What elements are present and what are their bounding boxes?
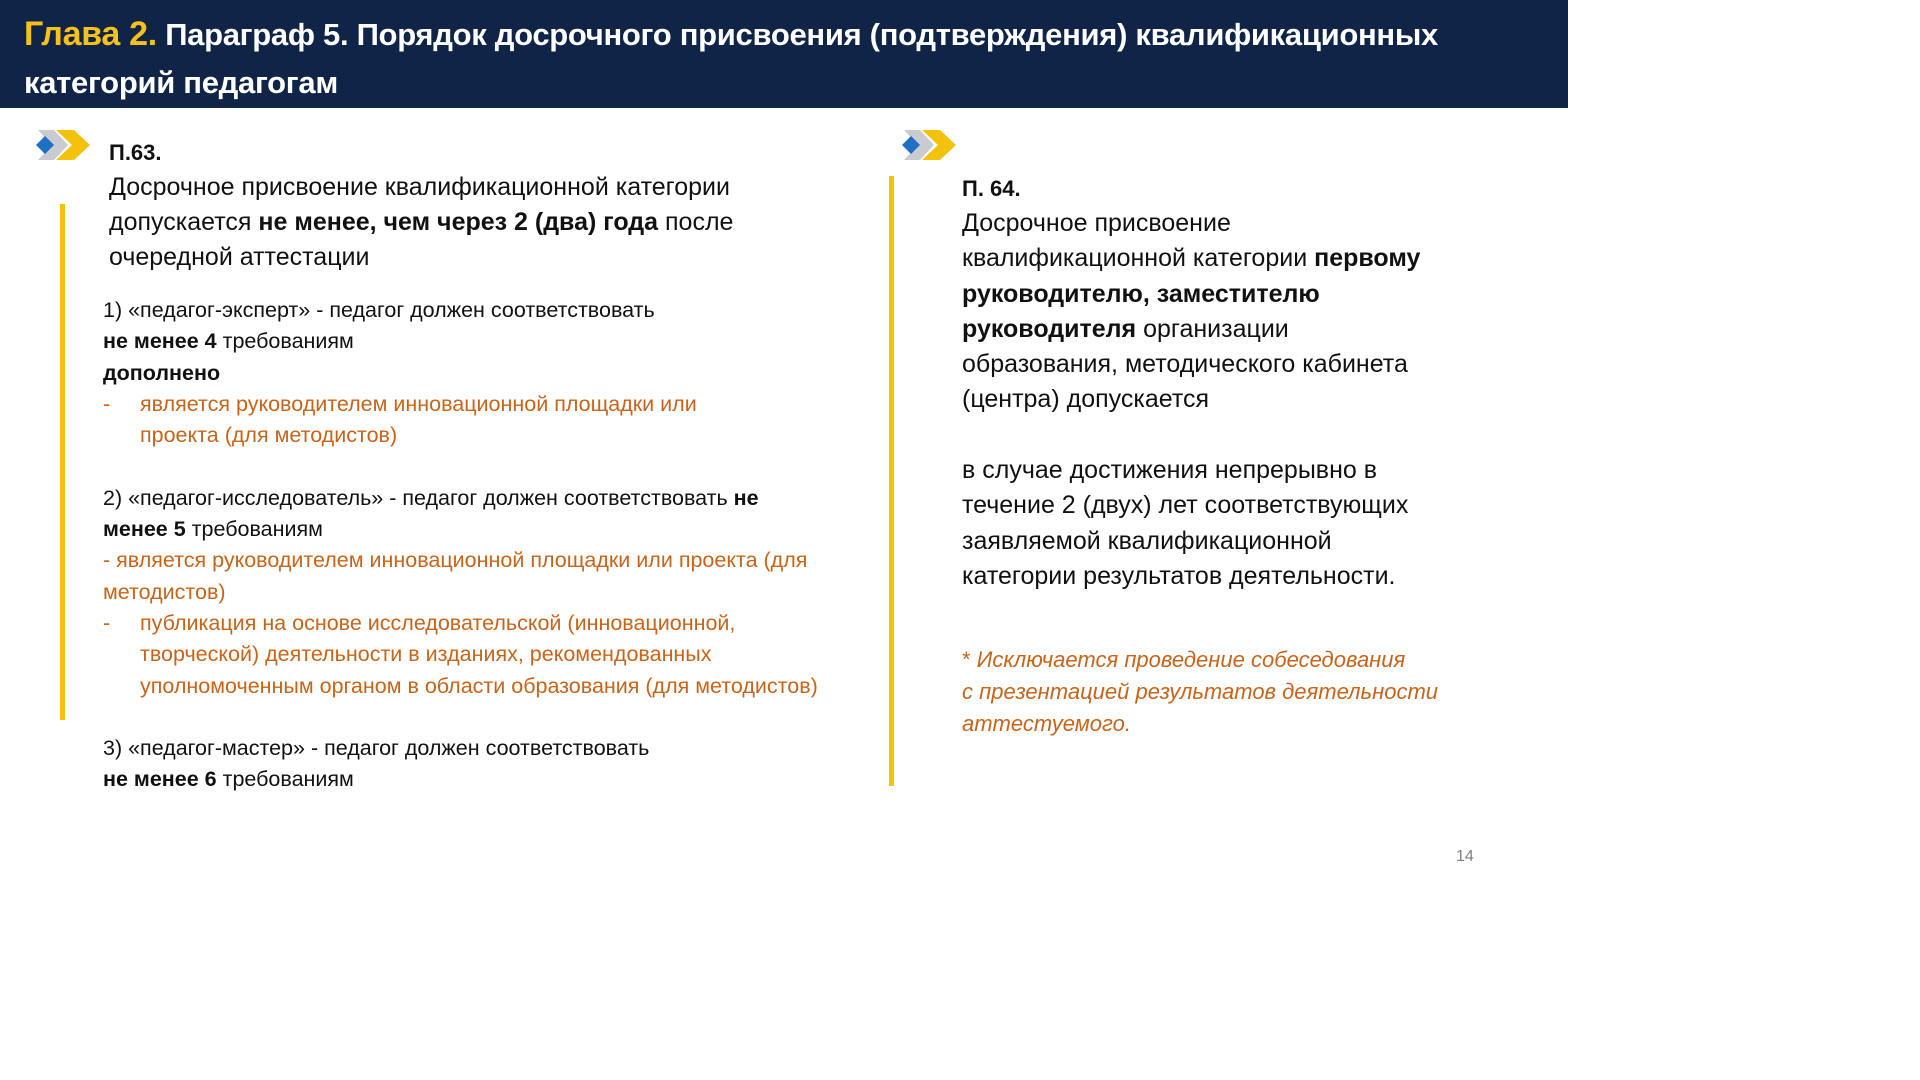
- p64-bold: руководителю, заместителю: [962, 279, 1320, 308]
- intro-line-3: очередной аттестации: [109, 243, 370, 271]
- intro-line-1: Досрочное присвоение квалификационной категории: [109, 173, 730, 201]
- item-1-added: [103, 358, 863, 389]
- item-3-req-rest: требованиям: [216, 767, 354, 792]
- item-2-req-rest: требованиям: [185, 517, 323, 542]
- p64-bold: первому: [1314, 244, 1421, 273]
- p64-condition-2: течение 2 (двух) лет соответствующих: [962, 491, 1409, 520]
- title-line-2: категорий педагогам: [24, 65, 338, 100]
- chevron-arrows-icon: [900, 126, 958, 164]
- paragraph-63-intro: [109, 170, 869, 275]
- item-2-orange-line: - является руководителем инновационной площадки или проекта (для методистов): [103, 548, 808, 604]
- bullet-dash: -: [103, 610, 111, 635]
- p64-text: организации: [1136, 314, 1289, 343]
- spacer: [962, 418, 1542, 453]
- item-2-bullet: [103, 608, 840, 702]
- spacer: [103, 702, 863, 733]
- p64-line-3: [962, 277, 1542, 312]
- item-2-line: [103, 483, 863, 514]
- added-label: дополнено: [103, 360, 221, 385]
- note-line-3: аттестуемого.: [962, 711, 1131, 736]
- exclusion-note: [962, 644, 1542, 740]
- chevron-arrows-icon: [34, 126, 92, 164]
- paragraph-64-text: [962, 206, 1542, 594]
- item-3-line: 3) «педагог-мастер» - педагог должен соответствовать: [103, 736, 650, 761]
- p64-condition-1: в случае достижения непрерывно в: [962, 456, 1378, 485]
- note-text: Исключается проведение собеседования: [970, 647, 1406, 672]
- item-2-req-bold: менее 5: [103, 517, 186, 542]
- title-line-1: [24, 10, 1544, 59]
- item-1-bullet-text: является руководителем инновационной площадки или проекта (для методистов): [140, 391, 697, 448]
- item-2-requirement: [103, 514, 863, 545]
- slide-header: [0, 0, 1568, 108]
- paragraph-number-63: П.63.: [109, 140, 162, 165]
- item-3-req-bold: не менее 6: [103, 767, 217, 792]
- intro-bold-term: не менее, чем через 2 (два) года: [258, 208, 659, 236]
- item-1-req-bold: не менее 4: [103, 329, 217, 354]
- p64-line-2: [962, 241, 1542, 276]
- chapter-label: Глава 2.: [24, 15, 157, 53]
- intro-line-2: [109, 205, 869, 240]
- item-2-bullet-text: публикация на основе исследовательской (инновационной, творческой) деятельности в изданиях, рекомендованных уполномоченным органом в области образования (для методистов): [140, 610, 818, 698]
- item-1-line: 1) «педагог-эксперт» - педагог должен соответствовать: [103, 298, 655, 322]
- p64-line-1: Досрочное присвоение: [962, 209, 1231, 237]
- intro-text-after: после: [658, 208, 734, 236]
- p64-text: квалификационной категории: [962, 244, 1315, 273]
- asterisk: *: [962, 647, 971, 672]
- note-line-1: [962, 644, 1542, 676]
- note-line-2: с презентацией результатов деятельности: [962, 679, 1439, 704]
- item-1-req-rest: требованиям: [216, 329, 354, 354]
- p64-condition-3: заявляемой квалификационной: [962, 526, 1332, 555]
- p64-line-5: образования, методического кабинета: [962, 350, 1408, 379]
- item-2-bold-start: не: [733, 485, 759, 510]
- item-1-requirement: [103, 326, 863, 357]
- item-3-requirement: [103, 764, 863, 795]
- right-accent-bar: [889, 176, 894, 786]
- bullet-dash: -: [103, 391, 111, 416]
- page-number: 14: [1456, 848, 1474, 865]
- item-1-bullet: [103, 389, 780, 452]
- p64-bold: руководителя: [962, 314, 1137, 343]
- spacer: [103, 451, 863, 482]
- intro-text: допускается: [109, 208, 259, 236]
- p64-line-4: [962, 312, 1542, 347]
- paragraph-number-64: П. 64.: [962, 176, 1021, 201]
- requirements-list: [103, 295, 863, 796]
- left-accent-bar: [60, 204, 65, 720]
- item-2-text: 2) «педагог-исследователь» - педагог должен соответствовать: [103, 485, 734, 510]
- paragraph-title: Параграф 5. Порядок досрочного присвоения (подтверждения) квалификационных: [165, 17, 1438, 52]
- p64-condition-4: категории результатов деятельности.: [962, 561, 1396, 590]
- p64-line-6: (центра) допускается: [962, 385, 1210, 414]
